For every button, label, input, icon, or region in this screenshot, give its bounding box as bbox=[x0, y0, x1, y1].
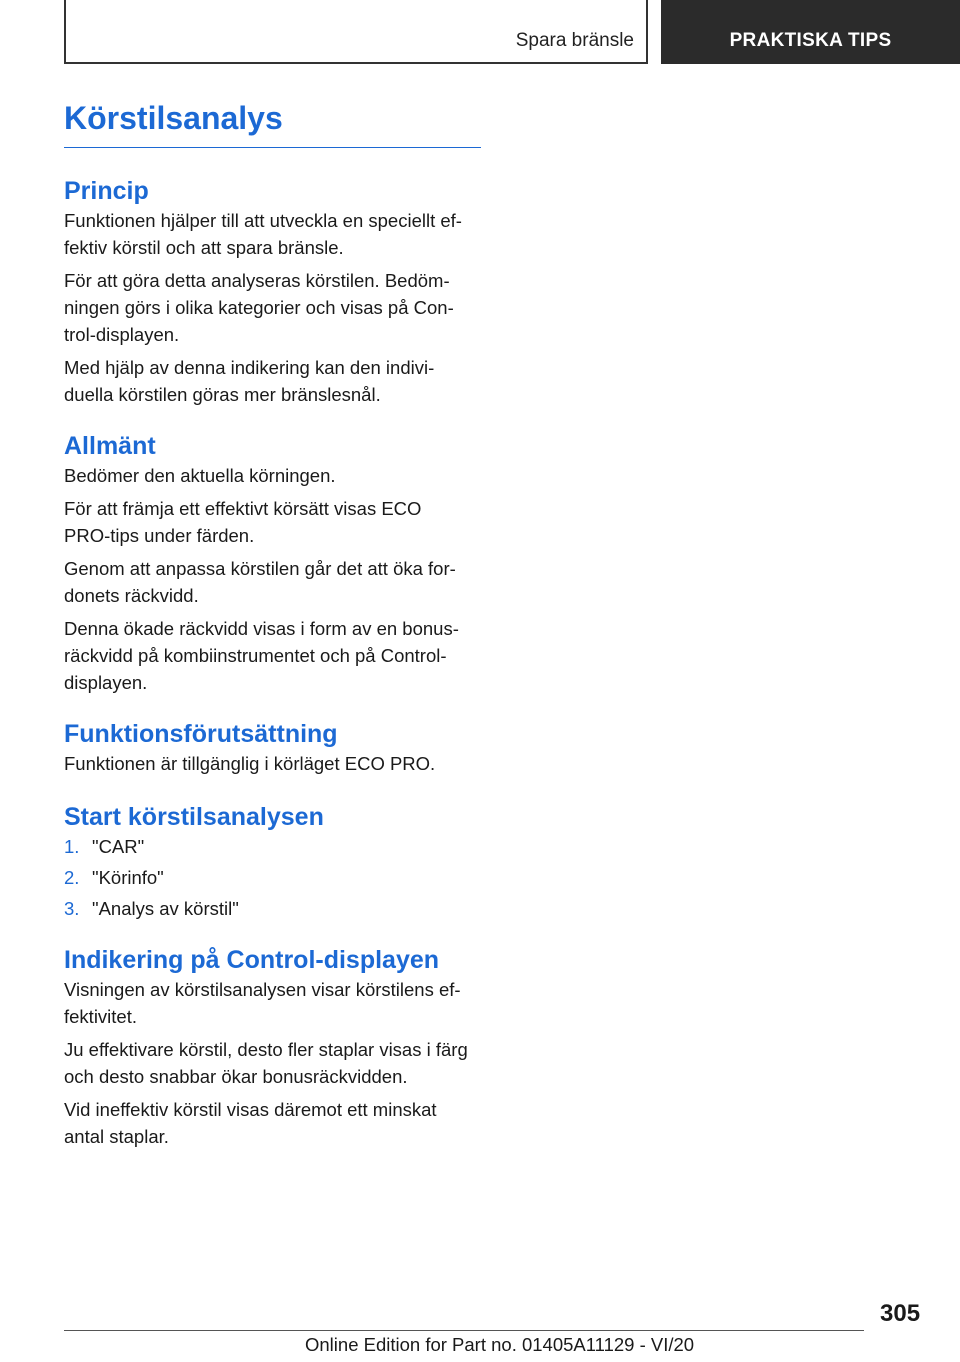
step-number: 1. bbox=[64, 836, 80, 857]
paragraph: Med hjälp av denna indikering kan den indivi- duella körstilen göras mer bränslesnål. bbox=[64, 357, 435, 405]
paragraph: För att främja ett effektivt körsätt visas ECO PRO-tips under färden. bbox=[64, 498, 422, 546]
header-chapter-box bbox=[661, 0, 960, 64]
paragraph: Ju effektivare körstil, desto fler staplar visas i färg och desto snabbar ökar bonusräckvidden. bbox=[64, 1039, 468, 1087]
paragraph: Vid ineffektiv körstil visas däremot ett minskat antal staplar. bbox=[64, 1099, 437, 1147]
step-item bbox=[64, 895, 484, 926]
heading-indikering: Indikering på Control-displayen bbox=[64, 946, 440, 974]
footer-edition: Online Edition for Part no. 01405A11129 - VI/20 bbox=[305, 1334, 695, 1355]
paragraph: Bedömer den aktuella körningen. bbox=[64, 465, 336, 486]
heading-allmant: Allmänt bbox=[64, 432, 156, 460]
page-content bbox=[64, 100, 484, 1150]
paragraph: Visningen av körstilsanalysen visar körstilens ef- fektivitet. bbox=[64, 979, 461, 1027]
step-text: "Körinfo" bbox=[92, 867, 164, 888]
page-number: 305 bbox=[880, 1300, 921, 1327]
step-number: 3. bbox=[64, 898, 80, 919]
step-item bbox=[64, 833, 484, 864]
footer-divider bbox=[64, 1330, 864, 1331]
heading-start-korstilsanalysen: Start körstilsanalysen bbox=[64, 803, 324, 831]
header-section-box bbox=[64, 0, 648, 64]
paragraph: Funktionen hjälper till att utveckla en speciellt ef- fektiv körstil och att spara bränsle. bbox=[64, 210, 462, 258]
header-chapter-title: PRAKTISKA TIPS bbox=[729, 30, 892, 51]
paragraph: Funktionen är tillgänglig i körläget ECO PRO. bbox=[64, 753, 436, 774]
page-title: Körstilsanalys bbox=[64, 100, 481, 148]
step-number: 2. bbox=[64, 867, 80, 888]
step-text: "CAR" bbox=[92, 836, 145, 857]
paragraph: Denna ökade räckvidd visas i form av en bonus- räckvidd på kombiinstrumentet och på Control- displayen. bbox=[64, 618, 459, 693]
step-item bbox=[64, 864, 484, 895]
heading-funktionsforutsattning: Funktionsförutsättning bbox=[64, 720, 338, 748]
paragraph: För att göra detta analyseras körstilen. Bedöm- ningen görs i olika kategorier och visas på Con- trol-displayen. bbox=[64, 270, 454, 345]
heading-princip: Princip bbox=[64, 177, 149, 205]
step-text: "Analys av körstil" bbox=[92, 898, 239, 919]
header-section-title: Spara bränsle bbox=[515, 30, 634, 51]
paragraph: Genom att anpassa körstilen går det att öka for- donets räckvidd. bbox=[64, 558, 456, 606]
step-list bbox=[64, 833, 484, 926]
